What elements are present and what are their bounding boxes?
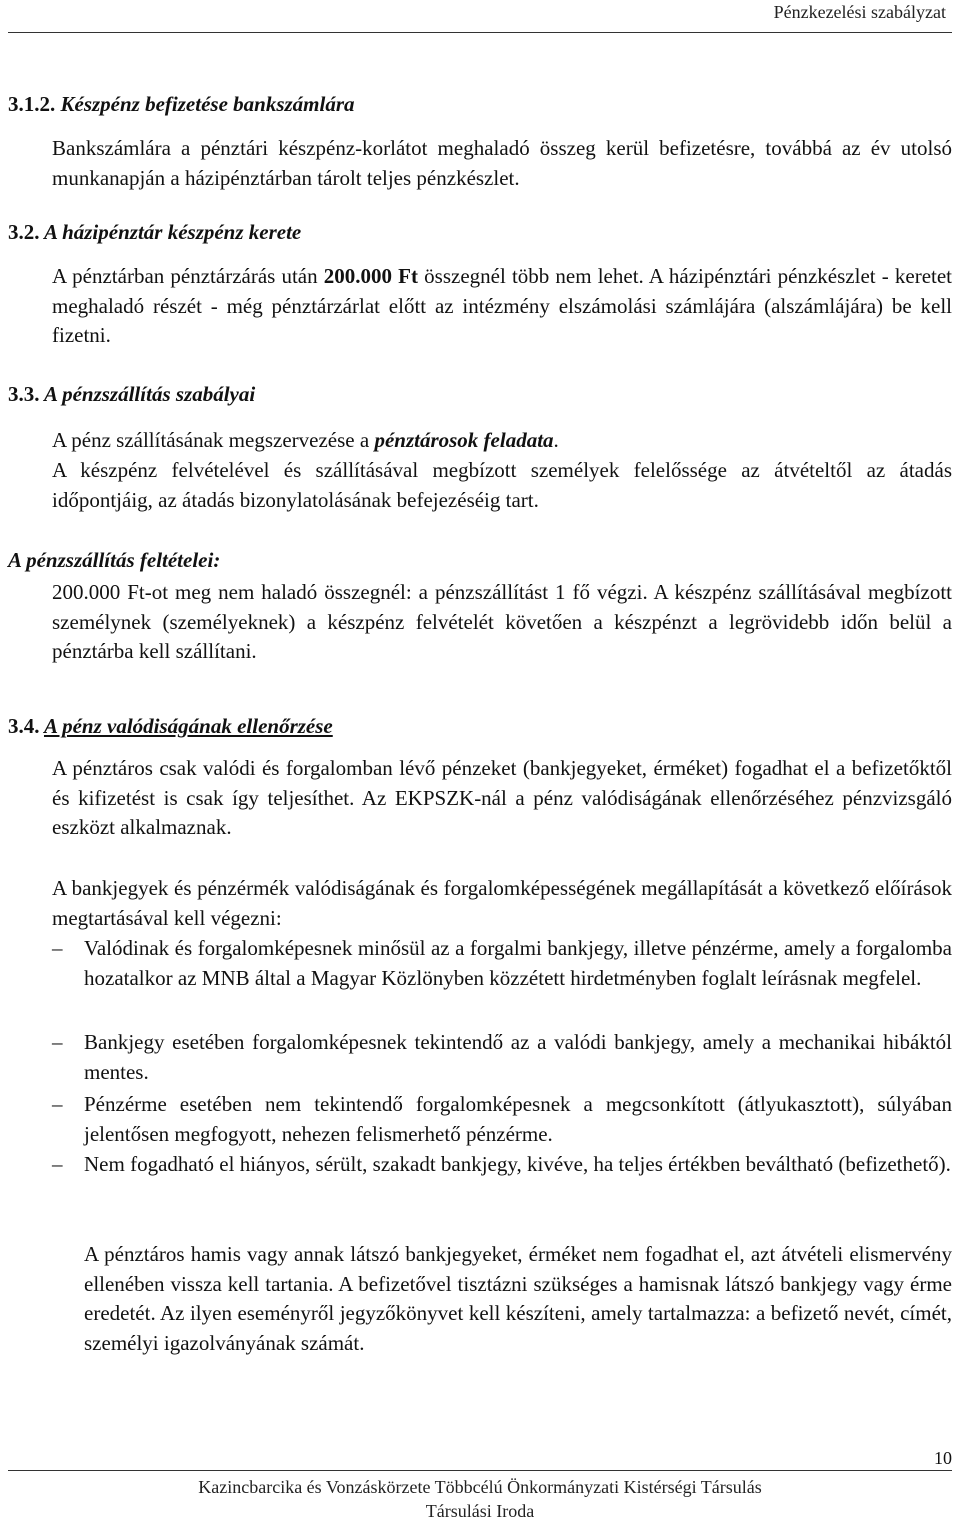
page-number: 10: [934, 1448, 952, 1468]
section-3-2-body: A pénztárban pénztárzárás után 200.000 Ft összegnél több nem lehet. A házipénztári pénzkészlet - keretet meghaladó részét - még pénztárzárlat előtt az intézmény elszámolási számlájára (alszámlájára) be kell fizetni.: [52, 264, 953, 347]
list-item: Bankjegy esetében forgalomképesnek tekintendő az a valódi bankjegy, amely a mechanikai hibáktól mentes.: [84, 1030, 952, 1084]
section-title: A pénz valódiságának ellenőrzése: [43, 714, 333, 738]
section-title: Készpénz befizetése bankszámlára: [60, 92, 355, 116]
section-title: A pénzszállítás szabályai: [43, 382, 256, 406]
section-3-3-heading: [8, 380, 255, 408]
amount-limit: 200.000 Ft: [323, 264, 418, 288]
dash-bullet: –: [52, 936, 63, 960]
section-3-4-heading: [8, 712, 333, 740]
running-header: Pénzkezelési szabályzat: [773, 2, 946, 22]
section-number: 3.4.: [8, 714, 40, 738]
list-item: Pénzérme esetében nem tekintendő forgalomképesnek a megcsonkított (átlyukasztott), súlyában jelentősen megfogyott, nehezen felismerhető pénzérme.: [84, 1092, 952, 1146]
section-3-3-intro: A pénz szállításának megszervezése a pénztárosok feladata.: [52, 428, 559, 452]
section-title: A házipénztár készpénz kerete: [43, 220, 302, 244]
section-number: 3.3.: [8, 382, 40, 406]
section-3-4-paragraph-1: A pénztáros csak valódi és forgalomban lévő pénzeket (bankjegyeket, érméket) fogadhat el a befizetőktől és kifizetést is csak így teljesíthet. Az EKPSZK-nál a pénz valódiságának ellenőrzéséhez pénzvizsgáló eszközt alkalmaznak.: [52, 756, 952, 839]
section-3-3-paragraph: A készpénz felvételével és szállításával megbízott személyek felelőssége az átvételtől az átadás időpontjáig, az átadás bizonylatolásának befejezéséig tart.: [52, 458, 952, 512]
footer-organization: Kazincbarcika és Vonzáskörzete Többcélú Önkormányzati Kistérségi Társulás: [198, 1477, 762, 1497]
responsibility-emphasis: pénztárosok feladata: [374, 428, 554, 452]
section-number: 3.1.2.: [8, 92, 56, 116]
footer-office: Társulási Iroda: [425, 1501, 535, 1521]
section-3-2-heading: [8, 218, 301, 246]
section-3-1-2-body: Bankszámlára a pénztári készpénz-korlátot meghaladó összeg kerül befizetésre, továbbá az év utolsó munkanapján a házipénztárban tárolt teljes pénzkészlet.: [52, 136, 952, 190]
dash-bullet: –: [52, 1030, 63, 1054]
section-3-4-paragraph-3: A pénztáros hamis vagy annak látszó bankjegyeket, érméket nem fogadhat el, azt átvételi elismervény ellenében vissza kell tartania. A befizetővel tisztázni szükséges a hamisnak látszó bankjegy vagy érme eredetét. Az ilyen eseményről jegyzőkönyvet kell készíteni, amely tartalmazza: a befizető nevét, címét, személyi igazolványának számát.: [84, 1242, 952, 1355]
dash-bullet: –: [52, 1092, 63, 1116]
footer-divider: [8, 1470, 952, 1471]
list-item: Valódinak és forgalomképesnek minősül az a forgalmi bankjegy, illetve pénzérme, amely a forgalomba hozatalkor az MNB által a Magyar Közlönyben közzétett hirdetményben foglalt leírásnak megfelel.: [84, 936, 952, 990]
conditions-title: A pénzszállítás feltételei:: [8, 548, 221, 572]
header-divider: [8, 32, 952, 33]
dash-bullet: –: [52, 1152, 63, 1176]
section-number: 3.2.: [8, 220, 40, 244]
conditions-body: 200.000 Ft-ot meg nem haladó összegnél: a pénzszállítást 1 fő végzi. A készpénz szállításával megbízott személynek (személyeknek) a készpénz felvételét követően a készpénzt a legrövidebb időn belül a pénztárba kell szállítani.: [52, 580, 952, 663]
list-item: Nem fogadható el hiányos, sérült, szakadt bankjegy, kivéve, ha teljes értékben beváltható (befizethető).: [84, 1152, 951, 1176]
section-3-1-2-heading: [8, 90, 355, 118]
section-3-4-paragraph-2: A bankjegyek és pénzérmék valódiságának és forgalomképességének megállapítását a következő előírások megtartásával kell végezni:: [52, 876, 952, 930]
